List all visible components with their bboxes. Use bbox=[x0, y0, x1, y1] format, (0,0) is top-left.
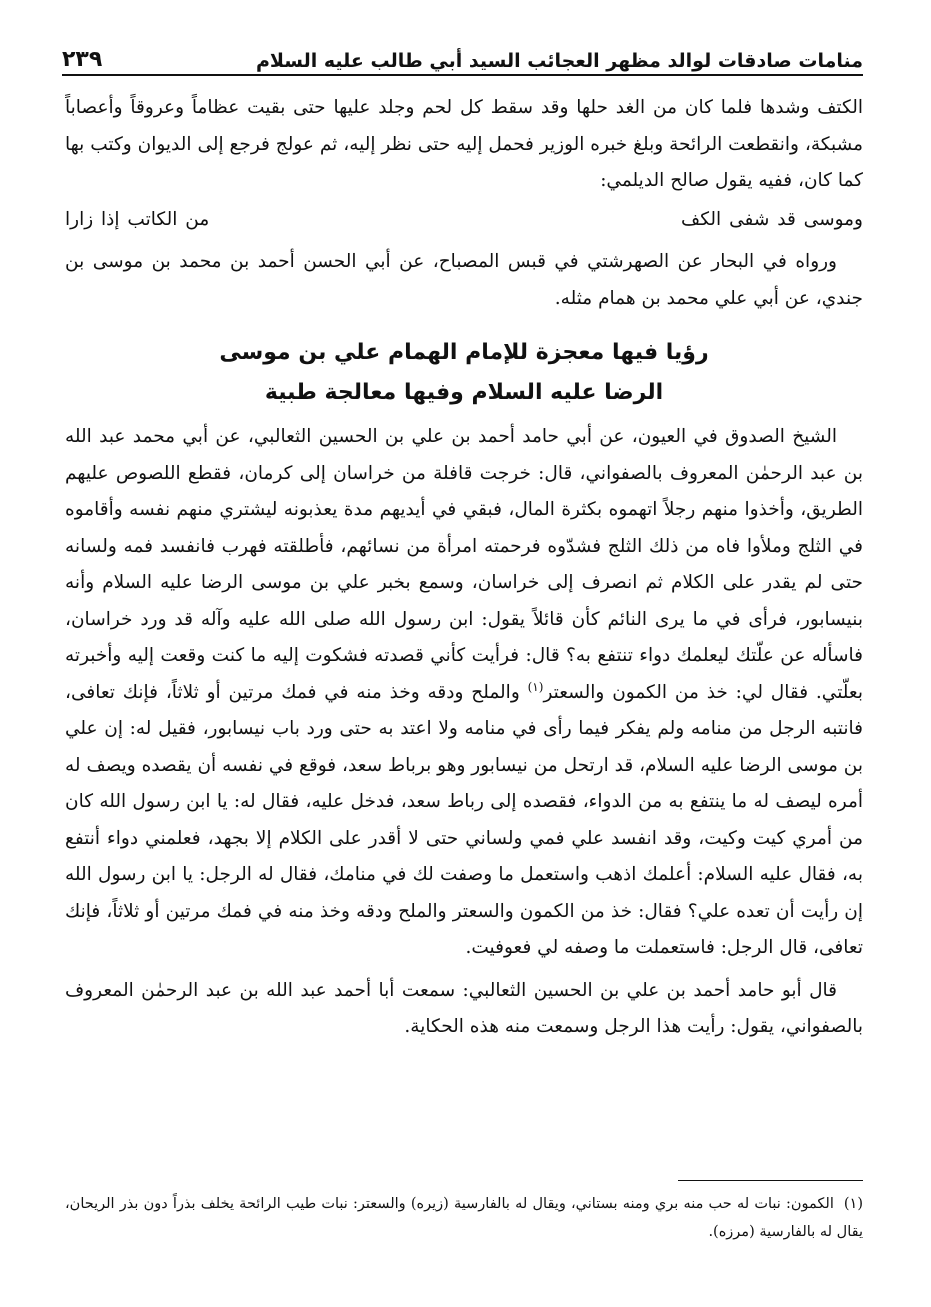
heading-line-1: رؤيا فيها معجزة للإمام الهمام علي بن موسى bbox=[219, 340, 709, 365]
paragraph-3-part-1: الشيخ الصدوق في العيون، عن أبي حامد أحمد بن علي بن الحسين الثعالبي، عن أبي محمد عبد الله بن عبد الرحمٰن المعروف بالصفواني، قال: خرجت قافلة من خراسان إلى كرمان، فقطع اللصوص عليهم الطريق، وأخذوا منهم رجلاً اتهموه بكثرة المال، فبقي في أيديهم مدة يعذبونه ليشتري منهم نفسه وأقاموه في الثلج وملأوا فاه من ذلك الثلج فشدّوه فرحمته امرأة من نسائهم، فأطلقته فهرب فانفسد فمه ولسانه حتى لم يقدر على الكلام ثم انصرف إلى خراسان، وسمع بخبر علي بن موسى الرضا عليه السلام وأنه بنيسابور، فرأى في ما يرى النائم كأن قائلاً يقول: ابن رسول الله صلى الله عليه وآله قد ورد خراسان، فاسأله عن علّتك ليعلمك دواء تنتفع به؟ قال: فرأيت كأني قصدته فشكوت إليه ما كنت وقعت إليه وأخبرته بعلّتي. فقال لي: خذ من الكمون والسعتر bbox=[65, 426, 864, 703]
footnote-text: الكمون: نبات له حب منه بري ومنه بستاني، ويقال له بالفارسية (زيره) والسعتر: نبات طيب الرائحة يخلف بذراً دون بذر الريحان، يقال له بالفارسية (مرزه). bbox=[65, 1196, 863, 1240]
page-number: ٢٣٩ bbox=[62, 47, 103, 72]
section-heading bbox=[65, 333, 863, 413]
paragraph-4: قال أبو حامد أحمد بن علي بن الحسين الثعالبي: سمعت أبا أحمد عبد الله بن عبد الرحمٰن المعروف بالصفواني، يقول: رأيت هذا الرجل وسمعت منه هذه الحكاية. bbox=[65, 979, 863, 1037]
paragraph-3-part-2: والملح ودقه وخذ منه في فمك مرتين أو ثلاثاً، فإنك تعافى، فانتبه الرجل من منامه ولم يفكر فيما رأى في منامه ولا اعتد به حتى ورد باب نيسابور، فقيل له: إن علي بن موسى الرضا عليه السلام، قد ارتحل من نيسابور وهو برباط سعد، فوقع في نفسه أن يقصده ويصف له أمره ليصف له ما ينتفع به من الدواء، فقصده إلى رباط سعد، فدخل عليه، فقال له: يا ابن رسول الله كان من أمري كيت وكيت، وقد انفسد علي فمي ولساني حتى لا أقدر على الكلام إلا بجهد، فعلمني دواء أنتفع به، فقال عليه السلام: أعلمك اذهب واستعمل ما وصفت لك في منامك، فقال له الرجل: يا ابن رسول الله إن رأيت أن تعده علي؟ فقال: خذ من الكمون والسعتر والملح ودقه وخذ منه في فمك مرتين أو ثلاثاً، فإنك تعافى، قال الرجل: فاستعملت ما وصفه لي فعوفيت. bbox=[65, 681, 863, 958]
heading-line-2: الرضا عليه السلام وفيها معالجة طبية bbox=[264, 380, 664, 405]
footnote-number: (١) bbox=[843, 1196, 863, 1212]
poetry-verse bbox=[65, 202, 863, 239]
verse-hemistich-2: من الكاتب إذا زارا bbox=[65, 208, 210, 230]
main-text bbox=[65, 90, 863, 1046]
paragraph-3 bbox=[65, 419, 863, 967]
header-divider bbox=[62, 74, 863, 76]
footnote bbox=[65, 1190, 863, 1246]
footnote-divider bbox=[678, 1180, 863, 1181]
page-header bbox=[62, 22, 863, 72]
running-title: منامات صادقات لوالد مظهر العجائب السيد أبي طالب عليه السلام bbox=[255, 50, 863, 72]
paragraph-2: ورواه في البحار عن الصهرشتي في قبس المصباح، عن أبي الحسن أحمد بن محمد بن موسى بن جندي، عن أبي علي محمد بن همام مثله. bbox=[65, 251, 863, 309]
verse-hemistich-1: وموسى قد شفى الكف bbox=[681, 208, 863, 230]
footnote-reference[interactable]: (١) bbox=[527, 679, 544, 694]
paragraph-1: الكتف وشدها فلما كان من الغد حلها وقد سقط كل لحم وجلد عليها حتى بقيت عظاماً وعروقاً وأعصاباً مشبكة، وانقطعت الرائحة وبلغ خبره الوزير فحمل إليه حتى نظر إليه، ثم عولج فرجع إلى الديوان وكتب بها كما كان، ففيه يقول صالح الديلمي: bbox=[65, 97, 863, 191]
